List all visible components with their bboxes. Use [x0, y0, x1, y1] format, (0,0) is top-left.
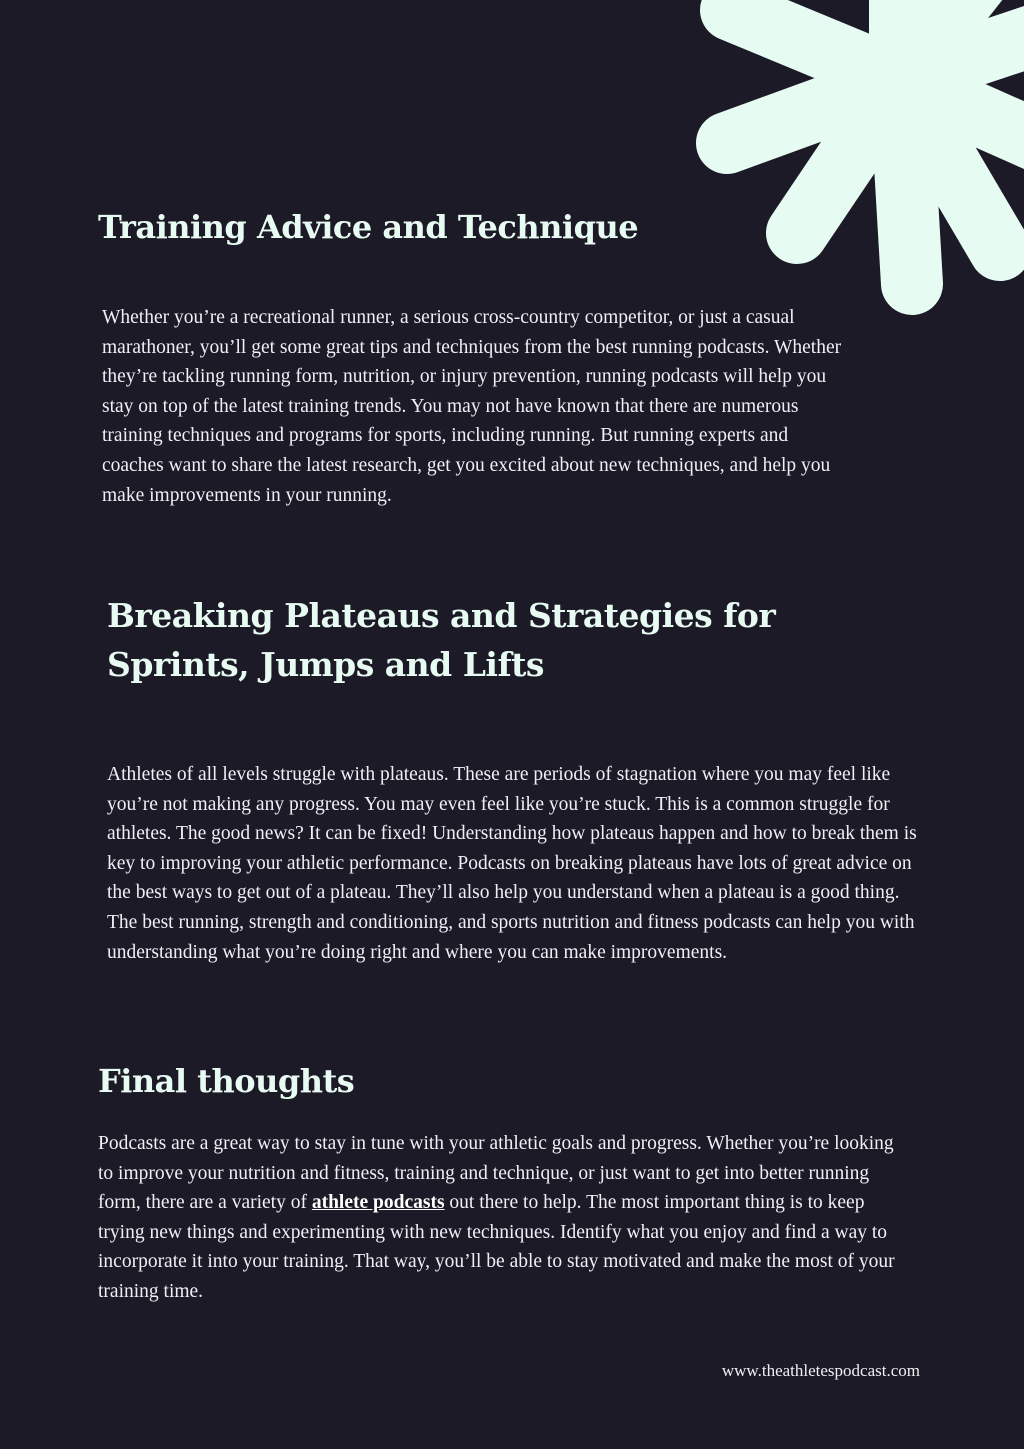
- final-body-text-end: out there to help. The most important thing is to keep trying new things and experimenting with new techniques. Identify what you enjoy and find a way to incorporate it into your training. That way, you’ll be able to stay motivated and make the most of your training time.: [98, 1192, 895, 1302]
- flower-petals: [727, 0, 1024, 284]
- final-body-text-start: Podcasts are a great way to stay in tune with your athletic goals and progress. Whether you’re looking to improve your nutrition and fitness, training and technique, or just want to get into better running form, there are a variety of: [98, 1133, 894, 1214]
- section-body-training: Whether you’re a recreational runner, a serious cross-country competitor, or just a casual marathoner, you’ll get some great tips and techniques from the best running podcasts. Whether they’re tackling running form, nutrition, or injury prevention, running podcasts will help you stay on top of the latest training trends. You may not have known that there are numerous training techniques and programs for sports, including running. But running experts and coaches want to share the latest research, get you excited about new techniques, and help you make improvements in your running.: [102, 307, 842, 506]
- section-heading-plateaus: Breaking Plateaus and Strategies for Sprints, Jumps and Lifts: [107, 596, 776, 684]
- section-heading-final-thoughts: Final thoughts: [98, 1062, 355, 1100]
- footer-website-url: www.theathletespodcast.com: [721, 1361, 920, 1380]
- section-body-plateaus: Athletes of all levels struggle with plateaus. These are periods of stagnation where you may feel like you’re not making any progress. You may even feel like you’re stuck. This is a common struggle for athletes. The good news? It can be fixed! Understanding how plateaus happen and how to break them is key to improving your athletic performance. Podcasts on breaking plateaus have lots of great advice on the best ways to get out of a plateau. They’ll also help you understand when a plateau is a good thing. The best running, strength and conditioning, and sports nutrition and fitness podcasts can help you with understanding what you’re doing right and where you can make improvements.: [107, 764, 917, 963]
- section-body-final-thoughts: [98, 1129, 910, 1307]
- section-heading-training: Training Advice and Technique: [98, 208, 639, 246]
- athlete-podcasts-link[interactable]: athlete podcasts: [311, 1192, 445, 1214]
